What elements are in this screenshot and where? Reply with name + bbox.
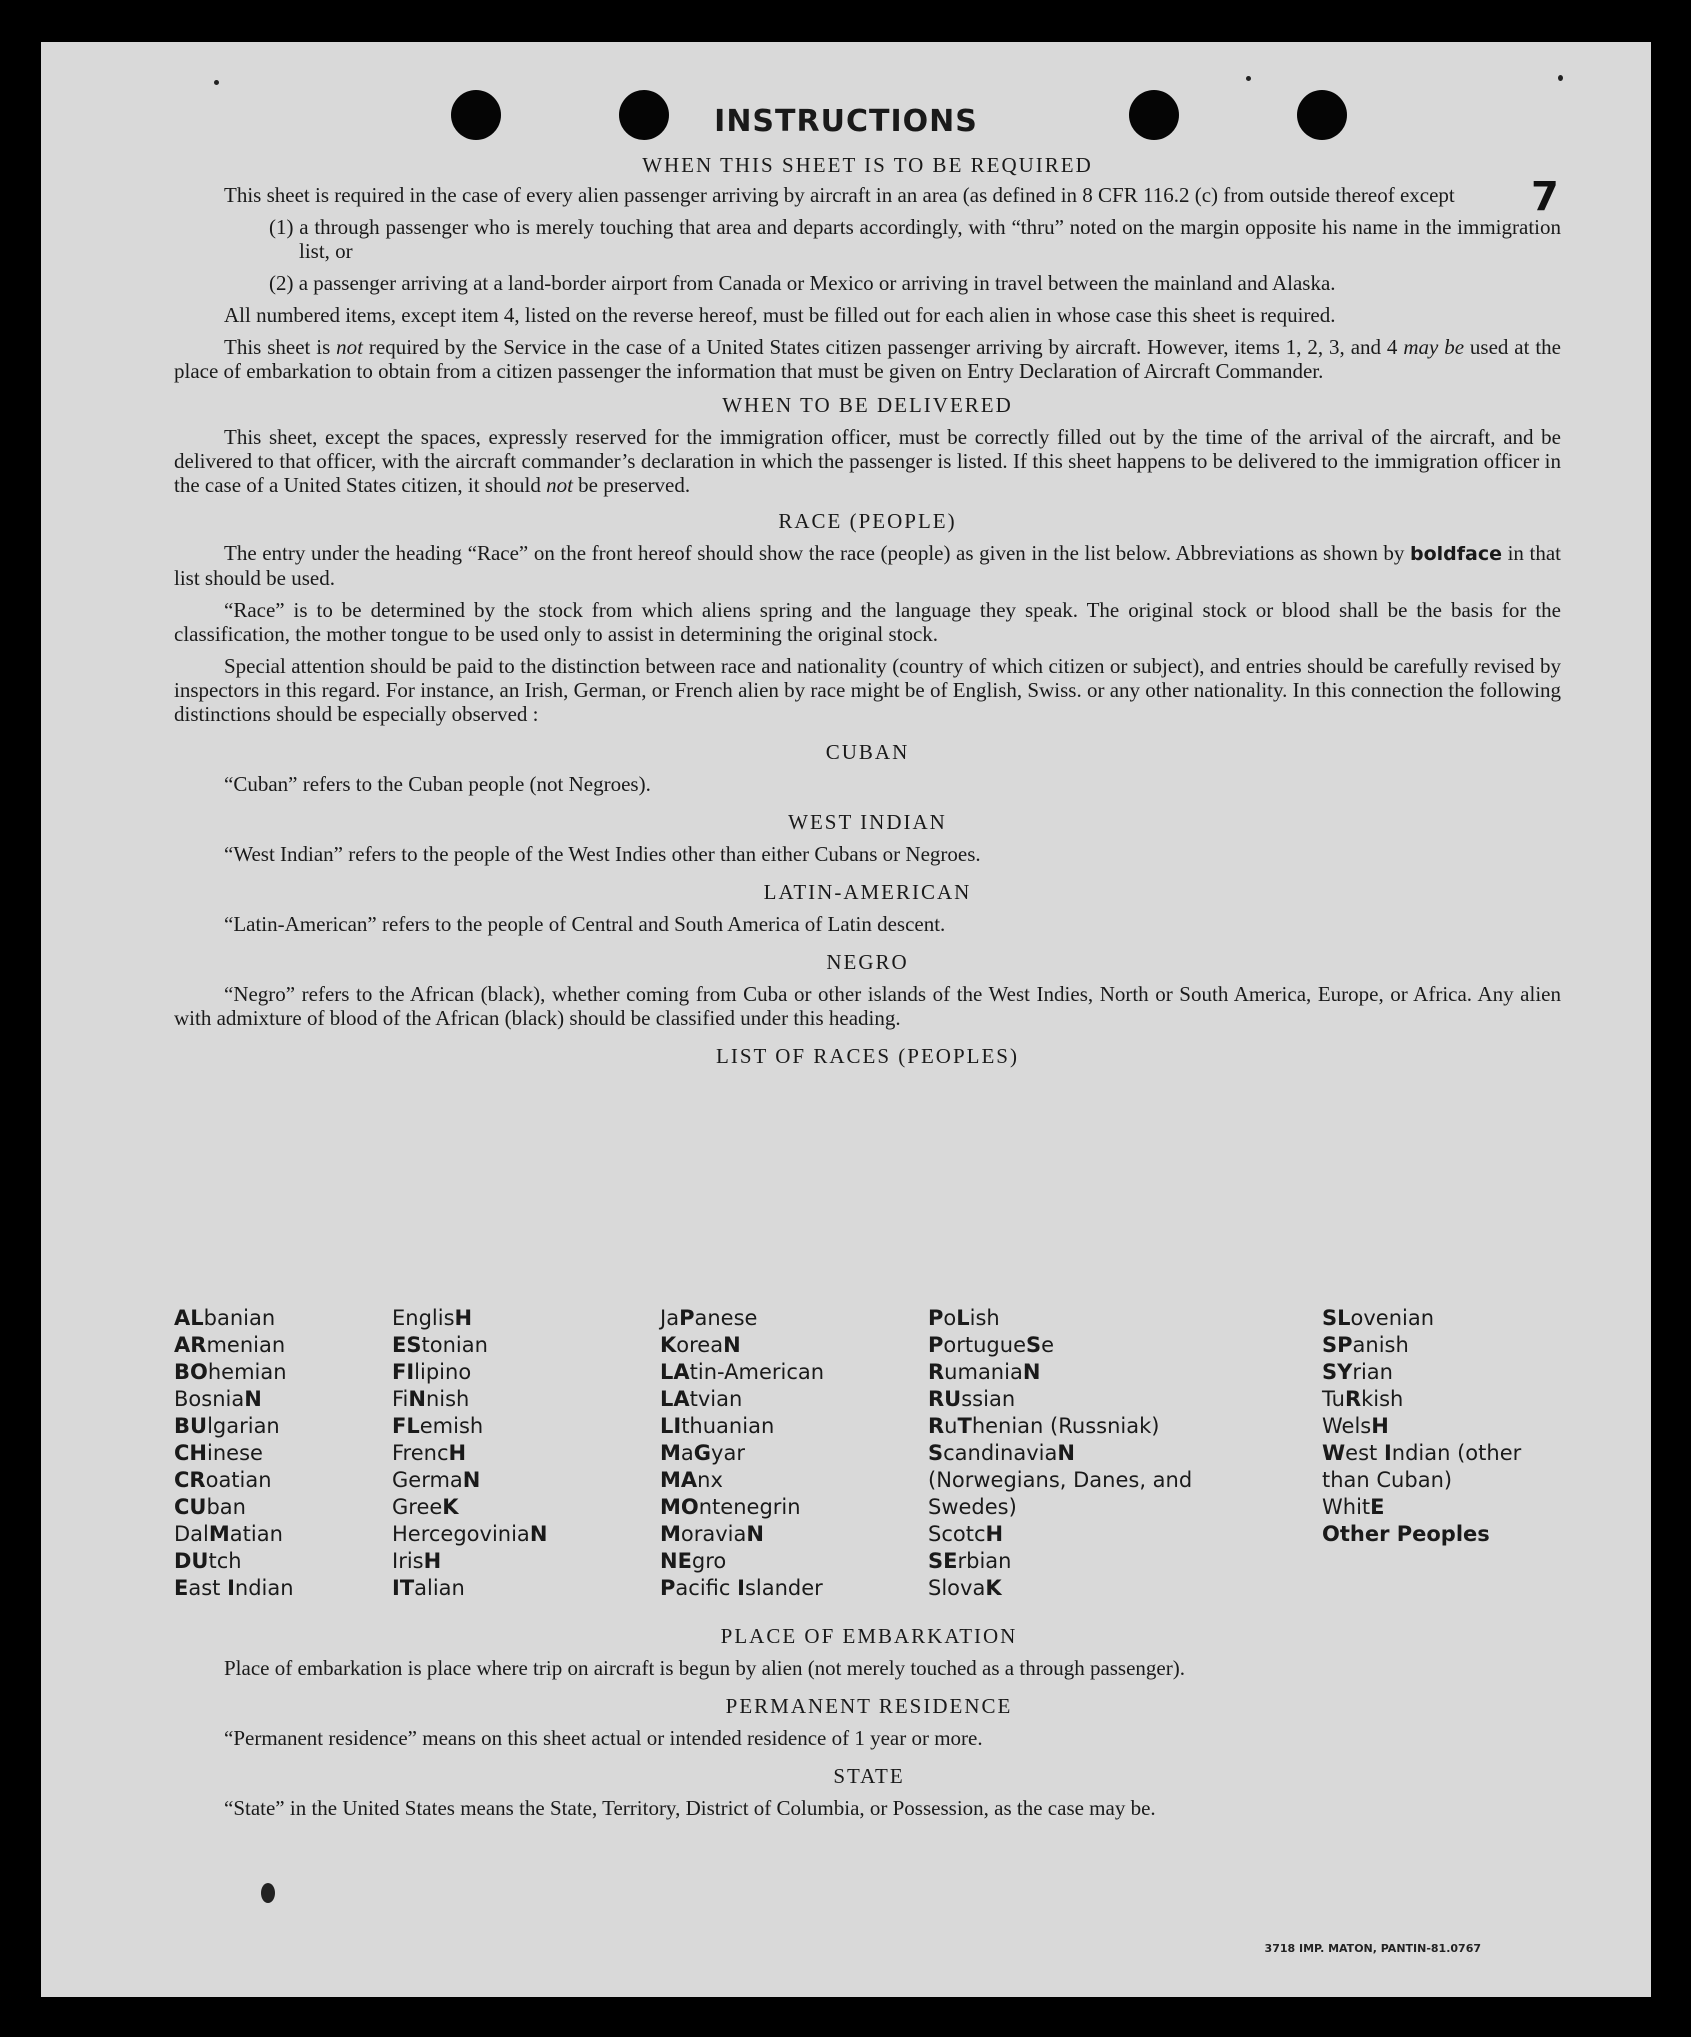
race-segment: Iris (392, 1549, 424, 1573)
race-segment: thuanian (681, 1414, 775, 1438)
race-segment: nx (697, 1468, 723, 1492)
race-entry (392, 1548, 602, 1575)
race-entry (174, 1305, 384, 1332)
race-segment: P (660, 1576, 676, 1600)
heading-state: STATE (833, 1764, 905, 1788)
race-entry (174, 1332, 384, 1359)
paragraph: All numbered items, except item 4, listed on the reverse hereof, must be filled out for each alien in whose case this sheet is required. (224, 303, 1336, 327)
race-segment: N (746, 1522, 764, 1546)
race-segment: M (208, 1522, 230, 1546)
race-segment: Other Peoples (1322, 1522, 1490, 1546)
race-column (392, 1305, 602, 1602)
race-entry (392, 1359, 602, 1386)
race-segment: P (928, 1306, 944, 1330)
race-segment: hemian (207, 1360, 287, 1384)
race-segment: anish (1352, 1333, 1409, 1357)
race-segment: K (985, 1576, 1002, 1600)
printer-mark: 3718 IMP. MATON, PANTIN-81.0767 (1264, 1942, 1481, 1955)
race-entry (660, 1521, 890, 1548)
race-segment: FL (392, 1414, 420, 1438)
race-segment: H (448, 1441, 467, 1465)
race-entry (1322, 1521, 1562, 1548)
heading-latin-american: LATIN-AMERICAN (763, 880, 972, 904)
paragraph: Special attention should be paid to the distinction between race and nationality (country of which citizen or subject), and entries should be carefully revised by inspectors in this regard. For instance, an Irish, German, or French alien by race might be of English, Swiss. or any other nationality. In this connection the following distinctions should be especially observed : (174, 654, 1561, 726)
race-segment: CU (174, 1495, 207, 1519)
race-segment: K (442, 1495, 459, 1519)
race-segment: MO (660, 1495, 699, 1519)
race-segment: rbian (957, 1549, 1012, 1573)
race-entry (392, 1494, 602, 1521)
paragraph: “Cuban” refers to the Cuban people (not Negroes). (224, 772, 651, 796)
race-segment: ssian (961, 1387, 1016, 1411)
race-segment: I (227, 1576, 235, 1600)
speck (261, 1883, 275, 1903)
race-segment: ast (188, 1576, 228, 1600)
paragraph: The entry under the heading “Race” on the front hereof should show the race (people) as given in the list below. Abbreviations as shown by boldface in that list should be used. (174, 541, 1561, 590)
race-segment: LA (660, 1387, 690, 1411)
race-segment: RU (928, 1387, 962, 1411)
paragraph: “Latin-American” refers to the people of Central and South America of Latin descent. (224, 912, 946, 936)
race-segment: P (679, 1306, 695, 1330)
heading-west-indian: WEST INDIAN (788, 810, 947, 834)
race-entry (174, 1386, 384, 1413)
race-segment: Hercegovinia (392, 1522, 530, 1546)
race-segment: Whit (1322, 1495, 1371, 1519)
race-entry (1322, 1359, 1562, 1386)
race-segment: tvian (689, 1387, 743, 1411)
race-segment: S (1026, 1333, 1042, 1357)
race-segment: oatian (205, 1468, 272, 1492)
race-entry (1322, 1332, 1562, 1359)
race-segment: banian (203, 1306, 276, 1330)
paragraph: “Permanent residence” means on this sheet actual or intended residence of 1 year or more. (224, 1726, 983, 1750)
race-entry (392, 1521, 602, 1548)
race-segment: Englis (392, 1306, 455, 1330)
race-segment: e (1041, 1333, 1055, 1357)
race-segment: yar (711, 1441, 745, 1465)
race-segment: atian (229, 1522, 283, 1546)
race-segment: ovenian (1350, 1306, 1435, 1330)
paragraph: “State” in the United States means the State, Territory, District of Columbia, or Possession, as the case may be. (224, 1796, 1156, 1820)
paragraph: Place of embarkation is place where trip on aircraft is begun by alien (not merely touched as a through passenger). (224, 1656, 1185, 1680)
race-entry (174, 1548, 384, 1575)
paragraph: “Race” is to be determined by the stock from which aliens spring and the language they speak. The original stock or blood shall be the basis for the classification, the mother tongue to be used only to assist in determining the original stock. (174, 598, 1561, 646)
race-segment: Germa (392, 1468, 463, 1492)
race-segment: tonian (421, 1333, 488, 1357)
paragraph: “West Indian” refers to the people of the West Indies other than either Cubans or Negroes. (224, 842, 981, 866)
race-entry (660, 1332, 890, 1359)
race-segment: SL (1322, 1306, 1351, 1330)
race-segment: Bosnia (174, 1387, 245, 1411)
margin-note: 7 (1531, 174, 1559, 220)
race-segment: H (423, 1549, 442, 1573)
race-column (174, 1305, 384, 1602)
race-entry (660, 1575, 890, 1602)
race-segment: a (680, 1441, 694, 1465)
race-segment: anese (694, 1306, 758, 1330)
race-segment: ndian (234, 1576, 294, 1600)
race-entry (174, 1440, 384, 1467)
race-segment: I (737, 1576, 745, 1600)
race-entry (392, 1386, 602, 1413)
race-segment: BO (174, 1360, 208, 1384)
race-entry (174, 1467, 384, 1494)
race-segment: FI (392, 1360, 415, 1384)
race-segment: R (928, 1414, 945, 1438)
race-segment: ndian (other than Cuban) (1322, 1441, 1522, 1492)
race-segment: Frenc (392, 1441, 449, 1465)
race-segment: DU (174, 1549, 209, 1573)
race-entry (928, 1521, 1218, 1548)
race-segment: SP (1322, 1333, 1353, 1357)
race-segment: acific (675, 1576, 738, 1600)
heading-negro: NEGRO (826, 950, 909, 974)
race-entry (392, 1575, 602, 1602)
race-entry (1322, 1494, 1562, 1521)
race-entry (392, 1413, 602, 1440)
document-sheet (41, 42, 1651, 1997)
race-segment: N (723, 1333, 741, 1357)
paragraph: This sheet is required in the case of every alien passenger arriving by aircraft in an area (as defined in 8 CFR 116.2 (c) from outside thereof except (224, 183, 1455, 207)
race-segment: Ja (660, 1306, 680, 1330)
speck (214, 80, 219, 85)
race-segment: inese (207, 1441, 263, 1465)
race-column (1322, 1305, 1562, 1548)
heading-residence: PERMANENT RESIDENCE (725, 1694, 1013, 1718)
heading-required: WHEN THIS SHEET IS TO BE REQUIRED (642, 153, 1093, 177)
race-entry (392, 1332, 602, 1359)
race-entry (660, 1305, 890, 1332)
race-segment: MA (660, 1468, 698, 1492)
race-segment: CH (174, 1441, 207, 1465)
race-entry (660, 1359, 890, 1386)
race-segment: IT (392, 1576, 415, 1600)
race-segment: G (693, 1441, 712, 1465)
race-segment: R (1344, 1387, 1362, 1411)
race-segment: alian (414, 1576, 465, 1600)
instructions-body (174, 152, 1561, 1068)
race-segment: N (1057, 1441, 1075, 1465)
race-entry (660, 1386, 890, 1413)
race-segment: menian (206, 1333, 286, 1357)
race-segment: R (928, 1360, 945, 1384)
race-segment: Slova (928, 1576, 986, 1600)
race-entry (392, 1305, 602, 1332)
race-segment: oravia (680, 1522, 747, 1546)
race-segment: I (1383, 1441, 1392, 1465)
race-entry (928, 1386, 1218, 1413)
speck (1246, 76, 1251, 81)
race-segment: Tu (1322, 1387, 1345, 1411)
race-entry (660, 1548, 890, 1575)
race-entry (174, 1494, 384, 1521)
race-segment: N (408, 1387, 426, 1411)
race-segment: (Norwegians, Danes, and Swedes) (928, 1468, 1193, 1519)
race-entry (1322, 1440, 1562, 1494)
paragraph: This sheet is not required by the Service in the case of a United States citizen passenger arriving by aircraft. However, items 1, 2, 3, and 4 may be used at the place of embarkation to obtain from a citizen passenger the information that must be given on Entry Declaration of Aircraft Commander. (174, 335, 1561, 383)
race-segment: P (928, 1333, 944, 1357)
race-segment: E (1370, 1495, 1385, 1519)
list-item: (2) a passenger arriving at a land-border airport from Canada or Mexico or arriving in travel between the mainland and Alaska. (269, 271, 1336, 295)
race-segment: orea (676, 1333, 724, 1357)
race-segment: N (244, 1387, 262, 1411)
race-entry (660, 1413, 890, 1440)
race-segment: slander (744, 1576, 823, 1600)
race-segment: Dal (174, 1522, 209, 1546)
race-segment: lipino (414, 1360, 472, 1384)
race-entry (660, 1467, 890, 1494)
race-segment: AR (174, 1333, 207, 1357)
race-entry (1322, 1386, 1562, 1413)
race-segment: N (462, 1468, 481, 1492)
race-entry (928, 1332, 1218, 1359)
race-segment: Scotc (928, 1522, 986, 1546)
race-segment: Gree (392, 1495, 443, 1519)
race-segment: H (985, 1522, 1004, 1546)
race-segment: M (660, 1441, 681, 1465)
race-entry (392, 1440, 602, 1467)
race-segment: ES (392, 1333, 422, 1357)
race-segment: NE (660, 1549, 692, 1573)
race-segment: u (944, 1414, 958, 1438)
race-segment: H (454, 1306, 473, 1330)
race-segment: gro (691, 1549, 727, 1573)
page-title: INSTRUCTIONS (714, 104, 978, 139)
race-segment: tin-American (689, 1360, 825, 1384)
race-segment: rian (1352, 1360, 1393, 1384)
race-segment: tch (208, 1549, 242, 1573)
race-entry (928, 1548, 1218, 1575)
speck (1558, 75, 1563, 81)
race-entry (392, 1467, 602, 1494)
race-segment: henian (Russniak) (971, 1414, 1160, 1438)
heading-race: RACE (PEOPLE) (778, 509, 957, 533)
race-entry (174, 1521, 384, 1548)
race-entry (660, 1494, 890, 1521)
race-entry (928, 1413, 1218, 1440)
race-entry (660, 1440, 890, 1467)
race-segment: L (956, 1306, 970, 1330)
race-segment: BU (174, 1414, 208, 1438)
race-segment: N (1022, 1360, 1041, 1384)
race-segment: SE (928, 1549, 958, 1573)
heading-delivered: WHEN TO BE DELIVERED (722, 393, 1013, 417)
race-entry (174, 1413, 384, 1440)
race-segment: E (174, 1576, 189, 1600)
race-segment: W (1322, 1441, 1346, 1465)
race-segment: S (928, 1441, 944, 1465)
heading-embarkation: PLACE OF EMBARKATION (720, 1624, 1018, 1648)
race-segment: kish (1361, 1387, 1404, 1411)
race-segment: o (943, 1306, 957, 1330)
race-segment: umania (944, 1360, 1023, 1384)
race-entry (928, 1359, 1218, 1386)
race-segment: CR (174, 1468, 206, 1492)
race-segment: emish (419, 1414, 484, 1438)
race-entry (928, 1575, 1218, 1602)
race-segment: M (660, 1522, 681, 1546)
race-segment: LI (660, 1414, 682, 1438)
race-segment: SY (1322, 1360, 1353, 1384)
heading-cuban: CUBAN (825, 740, 910, 764)
race-entry (1322, 1305, 1562, 1332)
race-segment: LA (660, 1360, 690, 1384)
race-segment: N (529, 1522, 548, 1546)
race-entry (174, 1575, 384, 1602)
race-segment: ntenegrin (698, 1495, 801, 1519)
race-segment: AL (174, 1306, 204, 1330)
race-segment: lgarian (207, 1414, 280, 1438)
race-segment: ortugue (943, 1333, 1026, 1357)
race-entry (928, 1440, 1218, 1521)
heading-list-of-races: LIST OF RACES (PEOPLES) (716, 1044, 1019, 1068)
race-segment: H (1371, 1414, 1389, 1438)
race-entry (174, 1359, 384, 1386)
list-item: (1) a through passenger who is merely touching that area and departs accordingly, with “thru” noted on the margin opposite his name in the immigration list, or (269, 215, 1561, 263)
race-entry (1322, 1413, 1562, 1440)
race-segment: candinavia (943, 1441, 1058, 1465)
race-column (660, 1305, 890, 1602)
race-segment: Wels (1322, 1414, 1372, 1438)
race-segment: K (660, 1333, 677, 1357)
definitions-bottom (174, 1624, 1564, 1820)
race-segment: Fi (392, 1387, 409, 1411)
race-segment: ish (969, 1306, 1000, 1330)
race-segment: nish (425, 1387, 470, 1411)
race-segment: T (957, 1414, 972, 1438)
race-segment: est (1345, 1441, 1384, 1465)
race-segment: ban (206, 1495, 246, 1519)
race-column (928, 1305, 1218, 1602)
paragraph: “Negro” refers to the African (black), whether coming from Cuba or other islands of the West Indies, North or South America, Europe, or Africa. Any alien with admixture of blood of the African (black) should be classified under this heading. (174, 982, 1561, 1030)
race-entry (928, 1305, 1218, 1332)
paragraph: This sheet, except the spaces, expressly reserved for the immigration officer, must be correctly filled out by the time of the arrival of the aircraft, and be delivered to that officer, with the aircraft commander’s declaration in which the passenger is listed. If this sheet happens to be delivered to the immigration officer in the case of a United States citizen, it should not be preserved. (174, 425, 1561, 497)
